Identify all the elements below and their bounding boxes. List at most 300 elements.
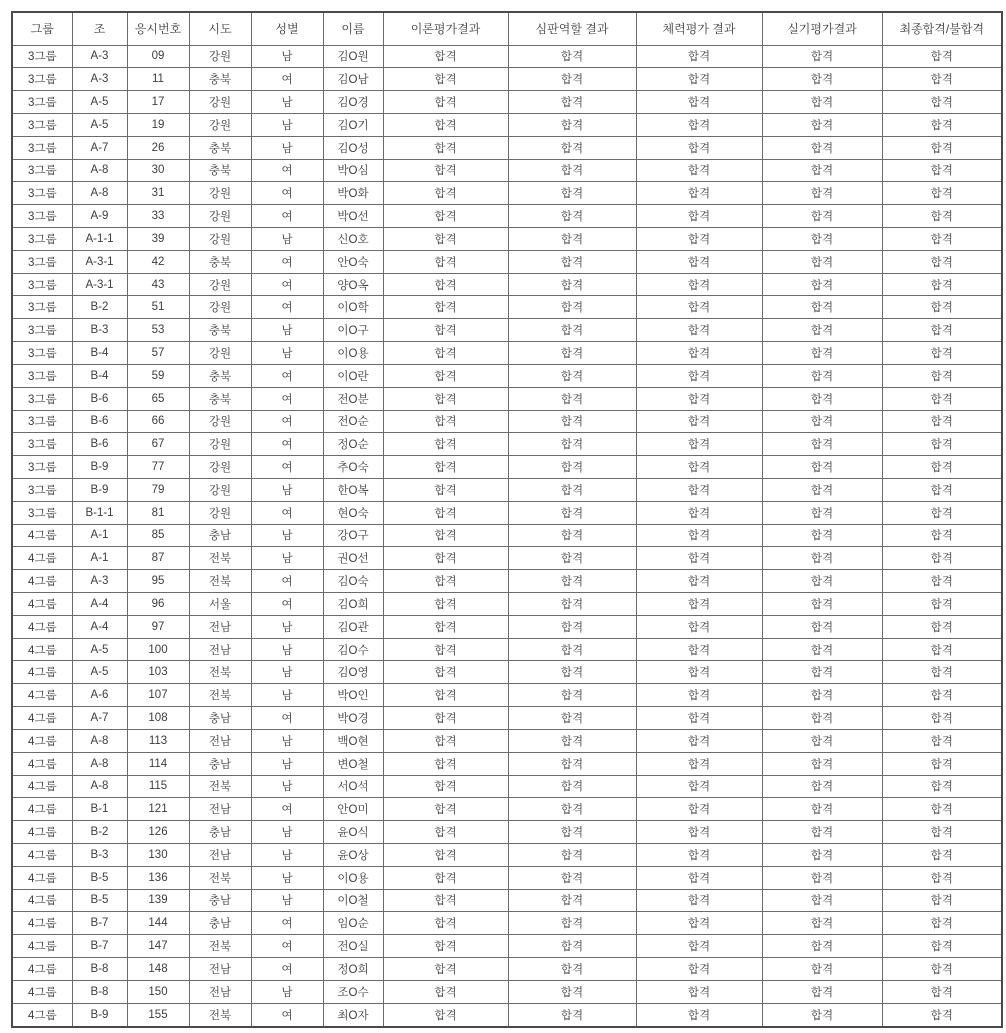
cell-jo: A-5 [72, 113, 127, 136]
cell-theory-result: 합격 [383, 661, 508, 684]
cell-sido: 충남 [189, 889, 251, 912]
header-row [12, 12, 1002, 45]
cell-name: 안O숙 [323, 250, 383, 273]
cell-practical-result: 합격 [762, 821, 882, 844]
cell-referee-result: 합격 [508, 707, 636, 730]
cell-referee-result: 합격 [508, 638, 636, 661]
cell-physical-result: 합격 [636, 912, 762, 935]
table-row [12, 707, 1002, 730]
cell-gender: 남 [251, 45, 323, 68]
cell-theory-result: 합격 [383, 501, 508, 524]
cell-referee-result: 합격 [508, 319, 636, 342]
cell-jo: A-1 [72, 547, 127, 570]
cell-physical-result: 합격 [636, 1003, 762, 1027]
cell-theory-result: 합격 [383, 410, 508, 433]
cell-referee-result: 합격 [508, 91, 636, 114]
cell-sido: 전남 [189, 638, 251, 661]
cell-name: 안O미 [323, 798, 383, 821]
cell-practical-result: 합격 [762, 45, 882, 68]
cell-final-result: 합격 [882, 342, 1002, 365]
cell-practical-result: 합격 [762, 866, 882, 889]
cell-group: 3그룹 [12, 364, 72, 387]
cell-referee-result: 합격 [508, 866, 636, 889]
cell-physical-result: 합격 [636, 319, 762, 342]
cell-jo: A-5 [72, 91, 127, 114]
cell-group: 3그룹 [12, 91, 72, 114]
cell-physical-result: 합격 [636, 935, 762, 958]
cell-practical-result: 합격 [762, 1003, 882, 1027]
table-row [12, 524, 1002, 547]
cell-group: 4그룹 [12, 729, 72, 752]
cell-gender: 여 [251, 273, 323, 296]
cell-final-result: 합격 [882, 912, 1002, 935]
cell-group: 3그룹 [12, 433, 72, 456]
cell-theory-result: 합격 [383, 524, 508, 547]
cell-gender: 남 [251, 684, 323, 707]
cell-practical-result: 합격 [762, 707, 882, 730]
table-row [12, 228, 1002, 251]
cell-name: 추O숙 [323, 456, 383, 479]
cell-referee-result: 합격 [508, 250, 636, 273]
cell-theory-result: 합격 [383, 182, 508, 205]
column-header-practical-result: 실기평가결과 [762, 12, 882, 45]
cell-applicant-number: 97 [127, 615, 189, 638]
cell-jo: B-2 [72, 821, 127, 844]
table-row [12, 935, 1002, 958]
cell-final-result: 합격 [882, 843, 1002, 866]
cell-applicant-number: 107 [127, 684, 189, 707]
cell-applicant-number: 95 [127, 570, 189, 593]
cell-name: 이O철 [323, 889, 383, 912]
cell-referee-result: 합격 [508, 752, 636, 775]
cell-physical-result: 합격 [636, 136, 762, 159]
cell-practical-result: 합격 [762, 684, 882, 707]
cell-final-result: 합격 [882, 980, 1002, 1003]
cell-group: 4그룹 [12, 821, 72, 844]
cell-referee-result: 합격 [508, 501, 636, 524]
cell-final-result: 합격 [882, 68, 1002, 91]
cell-final-result: 합격 [882, 615, 1002, 638]
table-row [12, 113, 1002, 136]
cell-final-result: 합격 [882, 205, 1002, 228]
cell-jo: B-3 [72, 319, 127, 342]
cell-name: 김O수 [323, 638, 383, 661]
cell-gender: 여 [251, 433, 323, 456]
cell-group: 4그룹 [12, 707, 72, 730]
table-row [12, 45, 1002, 68]
cell-theory-result: 합격 [383, 456, 508, 479]
cell-physical-result: 합격 [636, 250, 762, 273]
cell-theory-result: 합격 [383, 478, 508, 501]
cell-applicant-number: 31 [127, 182, 189, 205]
cell-group: 3그룹 [12, 342, 72, 365]
cell-name: 전O분 [323, 387, 383, 410]
cell-applicant-number: 43 [127, 273, 189, 296]
cell-referee-result: 합격 [508, 205, 636, 228]
cell-final-result: 합격 [882, 410, 1002, 433]
cell-referee-result: 합격 [508, 478, 636, 501]
cell-group: 4그룹 [12, 980, 72, 1003]
table-row [12, 821, 1002, 844]
cell-gender: 여 [251, 410, 323, 433]
cell-theory-result: 합격 [383, 638, 508, 661]
cell-sido: 전북 [189, 661, 251, 684]
cell-gender: 여 [251, 958, 323, 981]
cell-applicant-number: 42 [127, 250, 189, 273]
cell-gender: 남 [251, 980, 323, 1003]
cell-practical-result: 합격 [762, 547, 882, 570]
cell-applicant-number: 113 [127, 729, 189, 752]
table-row [12, 843, 1002, 866]
cell-physical-result: 합격 [636, 843, 762, 866]
cell-jo: B-5 [72, 866, 127, 889]
cell-physical-result: 합격 [636, 296, 762, 319]
cell-theory-result: 합격 [383, 570, 508, 593]
cell-gender: 남 [251, 91, 323, 114]
cell-gender: 남 [251, 866, 323, 889]
cell-jo: B-9 [72, 456, 127, 479]
table-row [12, 958, 1002, 981]
cell-group: 4그룹 [12, 866, 72, 889]
cell-gender: 여 [251, 364, 323, 387]
cell-sido: 전북 [189, 1003, 251, 1027]
cell-gender: 여 [251, 707, 323, 730]
cell-sido: 강원 [189, 113, 251, 136]
cell-applicant-number: 87 [127, 547, 189, 570]
cell-theory-result: 합격 [383, 866, 508, 889]
cell-name: 윤O식 [323, 821, 383, 844]
cell-jo: B-7 [72, 912, 127, 935]
cell-theory-result: 합격 [383, 228, 508, 251]
cell-referee-result: 합격 [508, 1003, 636, 1027]
cell-group: 4그룹 [12, 935, 72, 958]
cell-applicant-number: 65 [127, 387, 189, 410]
table-row [12, 798, 1002, 821]
cell-physical-result: 합격 [636, 45, 762, 68]
cell-name: 김O남 [323, 68, 383, 91]
cell-gender: 여 [251, 250, 323, 273]
table-row [12, 775, 1002, 798]
cell-name: 김O관 [323, 615, 383, 638]
cell-applicant-number: 121 [127, 798, 189, 821]
cell-referee-result: 합격 [508, 387, 636, 410]
table-row [12, 387, 1002, 410]
cell-theory-result: 합격 [383, 113, 508, 136]
cell-applicant-number: 96 [127, 593, 189, 616]
cell-sido: 전북 [189, 935, 251, 958]
cell-applicant-number: 114 [127, 752, 189, 775]
cell-applicant-number: 155 [127, 1003, 189, 1027]
cell-theory-result: 합격 [383, 387, 508, 410]
cell-sido: 충북 [189, 364, 251, 387]
cell-name: 백O현 [323, 729, 383, 752]
cell-practical-result: 합격 [762, 205, 882, 228]
cell-physical-result: 합격 [636, 821, 762, 844]
cell-sido: 충북 [189, 159, 251, 182]
cell-theory-result: 합격 [383, 364, 508, 387]
cell-final-result: 합격 [882, 250, 1002, 273]
cell-theory-result: 합격 [383, 980, 508, 1003]
table-row [12, 912, 1002, 935]
cell-jo: A-4 [72, 615, 127, 638]
cell-group: 4그룹 [12, 524, 72, 547]
cell-final-result: 합격 [882, 935, 1002, 958]
cell-final-result: 합격 [882, 684, 1002, 707]
cell-group: 4그룹 [12, 752, 72, 775]
table-row [12, 250, 1002, 273]
cell-group: 3그룹 [12, 250, 72, 273]
cell-group: 4그룹 [12, 1003, 72, 1027]
cell-practical-result: 합격 [762, 958, 882, 981]
cell-theory-result: 합격 [383, 843, 508, 866]
cell-final-result: 합격 [882, 866, 1002, 889]
column-header-jo: 조 [72, 12, 127, 45]
cell-sido: 충북 [189, 136, 251, 159]
cell-name: 김O경 [323, 91, 383, 114]
cell-jo: A-8 [72, 752, 127, 775]
cell-practical-result: 합격 [762, 524, 882, 547]
column-header-referee-result: 심판역할 결과 [508, 12, 636, 45]
cell-theory-result: 합격 [383, 45, 508, 68]
table-row [12, 205, 1002, 228]
cell-physical-result: 합격 [636, 593, 762, 616]
cell-theory-result: 합격 [383, 775, 508, 798]
cell-referee-result: 합격 [508, 798, 636, 821]
cell-theory-result: 합격 [383, 296, 508, 319]
table-row [12, 159, 1002, 182]
cell-referee-result: 합격 [508, 364, 636, 387]
cell-gender: 여 [251, 456, 323, 479]
table-row [12, 615, 1002, 638]
cell-practical-result: 합격 [762, 775, 882, 798]
cell-final-result: 합격 [882, 182, 1002, 205]
cell-physical-result: 합격 [636, 958, 762, 981]
table-row [12, 136, 1002, 159]
cell-sido: 강원 [189, 228, 251, 251]
cell-physical-result: 합격 [636, 410, 762, 433]
cell-jo: B-1 [72, 798, 127, 821]
cell-sido: 전남 [189, 980, 251, 1003]
cell-referee-result: 합격 [508, 661, 636, 684]
cell-sido: 전남 [189, 958, 251, 981]
cell-referee-result: 합격 [508, 980, 636, 1003]
cell-group: 3그룹 [12, 296, 72, 319]
cell-group: 4그룹 [12, 638, 72, 661]
cell-applicant-number: 103 [127, 661, 189, 684]
cell-theory-result: 합격 [383, 1003, 508, 1027]
cell-referee-result: 합격 [508, 615, 636, 638]
cell-physical-result: 합격 [636, 729, 762, 752]
cell-physical-result: 합격 [636, 205, 762, 228]
cell-physical-result: 합격 [636, 68, 762, 91]
cell-referee-result: 합격 [508, 45, 636, 68]
cell-applicant-number: 100 [127, 638, 189, 661]
cell-physical-result: 합격 [636, 980, 762, 1003]
cell-physical-result: 합격 [636, 798, 762, 821]
cell-gender: 남 [251, 843, 323, 866]
cell-theory-result: 합격 [383, 273, 508, 296]
cell-final-result: 합격 [882, 593, 1002, 616]
cell-name: 이O란 [323, 364, 383, 387]
cell-practical-result: 합격 [762, 296, 882, 319]
cell-applicant-number: 09 [127, 45, 189, 68]
cell-practical-result: 합격 [762, 364, 882, 387]
cell-theory-result: 합격 [383, 433, 508, 456]
cell-referee-result: 합격 [508, 136, 636, 159]
cell-jo: A-3-1 [72, 273, 127, 296]
cell-name: 김O기 [323, 113, 383, 136]
cell-group: 4그룹 [12, 593, 72, 616]
cell-jo: B-9 [72, 1003, 127, 1027]
cell-group: 4그룹 [12, 570, 72, 593]
column-header-theory-result: 이론평가결과 [383, 12, 508, 45]
table-row [12, 296, 1002, 319]
cell-jo: A-8 [72, 159, 127, 182]
cell-physical-result: 합격 [636, 707, 762, 730]
cell-jo: A-3-1 [72, 250, 127, 273]
cell-name: 윤O상 [323, 843, 383, 866]
cell-gender: 여 [251, 1003, 323, 1027]
cell-final-result: 합격 [882, 752, 1002, 775]
cell-gender: 여 [251, 296, 323, 319]
cell-gender: 여 [251, 798, 323, 821]
cell-physical-result: 합격 [636, 456, 762, 479]
cell-group: 3그룹 [12, 182, 72, 205]
cell-gender: 남 [251, 228, 323, 251]
cell-group: 4그룹 [12, 889, 72, 912]
cell-physical-result: 합격 [636, 387, 762, 410]
cell-theory-result: 합격 [383, 707, 508, 730]
table-row [12, 273, 1002, 296]
cell-group: 4그룹 [12, 661, 72, 684]
cell-group: 3그룹 [12, 205, 72, 228]
table-row [12, 1003, 1002, 1027]
cell-sido: 전북 [189, 570, 251, 593]
cell-jo: B-6 [72, 410, 127, 433]
cell-gender: 남 [251, 113, 323, 136]
cell-final-result: 합격 [882, 958, 1002, 981]
cell-gender: 남 [251, 319, 323, 342]
cell-final-result: 합격 [882, 159, 1002, 182]
cell-final-result: 합격 [882, 433, 1002, 456]
cell-jo: B-4 [72, 364, 127, 387]
cell-sido: 강원 [189, 182, 251, 205]
cell-theory-result: 합격 [383, 684, 508, 707]
cell-referee-result: 합격 [508, 182, 636, 205]
cell-jo: A-8 [72, 729, 127, 752]
table-row [12, 319, 1002, 342]
cell-practical-result: 합격 [762, 661, 882, 684]
cell-gender: 남 [251, 821, 323, 844]
cell-sido: 충남 [189, 821, 251, 844]
cell-final-result: 합격 [882, 661, 1002, 684]
cell-final-result: 합격 [882, 524, 1002, 547]
cell-physical-result: 합격 [636, 364, 762, 387]
column-header-name: 이름 [323, 12, 383, 45]
cell-physical-result: 합격 [636, 228, 762, 251]
cell-practical-result: 합격 [762, 387, 882, 410]
cell-jo: A-7 [72, 707, 127, 730]
cell-name: 이O구 [323, 319, 383, 342]
table-row [12, 478, 1002, 501]
cell-theory-result: 합격 [383, 136, 508, 159]
cell-theory-result: 합격 [383, 935, 508, 958]
cell-applicant-number: 26 [127, 136, 189, 159]
cell-theory-result: 합격 [383, 615, 508, 638]
cell-practical-result: 합격 [762, 182, 882, 205]
cell-name: 조O수 [323, 980, 383, 1003]
cell-gender: 여 [251, 501, 323, 524]
cell-gender: 여 [251, 935, 323, 958]
cell-referee-result: 합격 [508, 273, 636, 296]
cell-jo: B-6 [72, 433, 127, 456]
cell-sido: 서울 [189, 593, 251, 616]
cell-referee-result: 합격 [508, 68, 636, 91]
cell-gender: 여 [251, 570, 323, 593]
table-row [12, 547, 1002, 570]
cell-physical-result: 합격 [636, 615, 762, 638]
cell-physical-result: 합격 [636, 113, 762, 136]
cell-jo: B-9 [72, 478, 127, 501]
table-body [12, 45, 1002, 1027]
cell-name: 박O인 [323, 684, 383, 707]
cell-theory-result: 합격 [383, 958, 508, 981]
cell-final-result: 합격 [882, 570, 1002, 593]
table-row [12, 866, 1002, 889]
cell-gender: 남 [251, 661, 323, 684]
cell-final-result: 합격 [882, 1003, 1002, 1027]
cell-sido: 전남 [189, 843, 251, 866]
cell-applicant-number: 39 [127, 228, 189, 251]
cell-sido: 충북 [189, 250, 251, 273]
cell-name: 김O성 [323, 136, 383, 159]
cell-applicant-number: 57 [127, 342, 189, 365]
cell-sido: 충북 [189, 387, 251, 410]
cell-gender: 여 [251, 593, 323, 616]
cell-practical-result: 합격 [762, 113, 882, 136]
cell-physical-result: 합격 [636, 570, 762, 593]
cell-physical-result: 합격 [636, 752, 762, 775]
table-row [12, 410, 1002, 433]
cell-applicant-number: 139 [127, 889, 189, 912]
cell-group: 3그룹 [12, 410, 72, 433]
cell-final-result: 합격 [882, 91, 1002, 114]
cell-group: 3그룹 [12, 478, 72, 501]
cell-final-result: 합격 [882, 821, 1002, 844]
cell-applicant-number: 17 [127, 91, 189, 114]
cell-physical-result: 합격 [636, 638, 762, 661]
cell-group: 4그룹 [12, 615, 72, 638]
cell-practical-result: 합격 [762, 410, 882, 433]
cell-name: 박O경 [323, 707, 383, 730]
cell-gender: 남 [251, 136, 323, 159]
cell-jo: A-1 [72, 524, 127, 547]
column-header-sido: 시도 [189, 12, 251, 45]
cell-name: 이O용 [323, 866, 383, 889]
cell-gender: 남 [251, 547, 323, 570]
cell-referee-result: 합격 [508, 159, 636, 182]
cell-final-result: 합격 [882, 889, 1002, 912]
cell-theory-result: 합격 [383, 821, 508, 844]
cell-applicant-number: 11 [127, 68, 189, 91]
cell-physical-result: 합격 [636, 91, 762, 114]
cell-name: 양O옥 [323, 273, 383, 296]
cell-physical-result: 합격 [636, 661, 762, 684]
cell-jo: B-7 [72, 935, 127, 958]
cell-physical-result: 합격 [636, 501, 762, 524]
cell-sido: 강원 [189, 478, 251, 501]
cell-final-result: 합격 [882, 478, 1002, 501]
